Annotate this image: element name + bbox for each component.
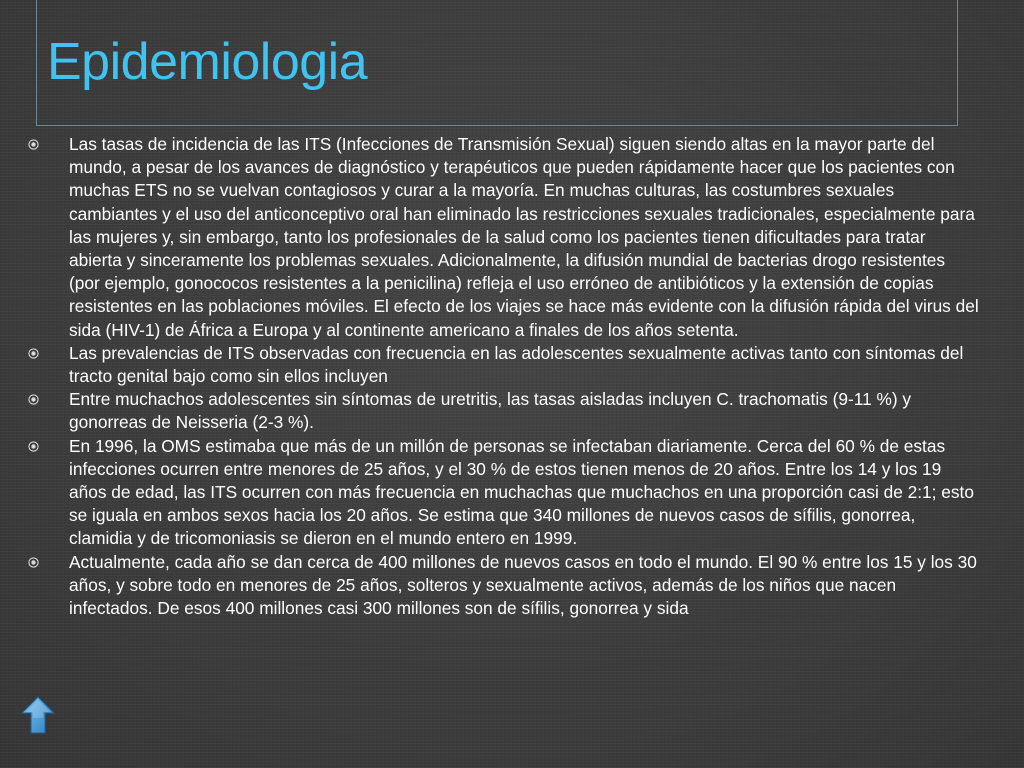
- bullet-item: [28, 388, 980, 434]
- circle-bullet-icon: [28, 441, 39, 452]
- bullet-item: [28, 551, 980, 621]
- circle-bullet-icon: [28, 557, 39, 568]
- bullet-list: [28, 133, 980, 620]
- slide-title: Epidemiologia: [47, 33, 368, 91]
- bullet-item: [28, 342, 980, 388]
- circle-bullet-icon: [28, 394, 39, 405]
- bullet-text: En 1996, la OMS estimaba que más de un millón de personas se infectaban diariamente. Cerca del 60 % de estas infecciones ocurren entre menores de 25 años, y el 30 % de estos tienen menos de 20 años. Entre los 14 y los 19 años de edad, las ITS ocurren con más frecuencia en muchachas que muchachos en una proporción casi de 2:1; esto se iguala en ambos sexos hacia los 20 años. Se estima que 340 millones de nuevos casos de sífilis, gonorrea, clamidia y de tricomoniasis se dieron en el mundo entero en 1999.: [69, 435, 974, 549]
- bullet-text: Entre muchachos adolescentes sin síntomas de uretritis, las tasas aisladas incluyen C. trachomatis (9-11 %) y gonorreas de Neisseria (2-3 %).: [69, 389, 912, 433]
- circle-bullet-icon: [28, 139, 39, 150]
- bullet-text: Actualmente, cada año se dan cerca de 400 millones de nuevos casos en todo el mundo. El 90 % entre los 15 y los 30 años, y sobre todo en menores de 25 años, solteros y sexualmente activos, además de los niños que nacen infectados. De esos 400 millones casi 300 millones son de sífilis, gonorrea y sida: [69, 551, 977, 619]
- bullet-text: Las tasas de incidencia de las ITS (Infecciones de Transmisión Sexual) siguen siendo altas en la mayor parte del mundo, a pesar de los avances de diagnóstico y terapéuticos que pueden rápidamente hacer que los pacientes con muchas ETS no se vuelvan contagiosos y curar a la mayoría. En muchas culturas, las costumbres sexuales cambiantes y el uso del anticonceptivo oral han eliminado las restricciones sexuales tradicionales, especialmente para las mujeres y, sin embargo, tanto los profesionales de la salud como los pacientes tienen dificultades para tratar abierta y sinceramente los problemas sexuales. Adicionalmente, la difusión mundial de bacterias drogo resistentes (por ejemplo, gonococos resistentes a la penicilina) refleja el uso erróneo de antibióticos y la extensión de copias resistentes en las poblaciones móviles. El efecto de los viajes se hace más evidente con la difusión rápida del virus del sida (HIV-1) de África a Europa y al continente americano a finales de los años setenta.: [69, 134, 979, 340]
- bullet-item: [28, 435, 980, 551]
- bullet-text: Las prevalencias de ITS observadas con frecuencia en las adolescentes sexualmente activas tanto con síntomas del tracto genital bajo como sin ellos incluyen: [69, 342, 964, 387]
- title-frame: [36, 0, 958, 126]
- circle-bullet-icon: [28, 348, 39, 359]
- bullet-item: [28, 133, 980, 342]
- home-arrow-icon[interactable]: [21, 696, 55, 734]
